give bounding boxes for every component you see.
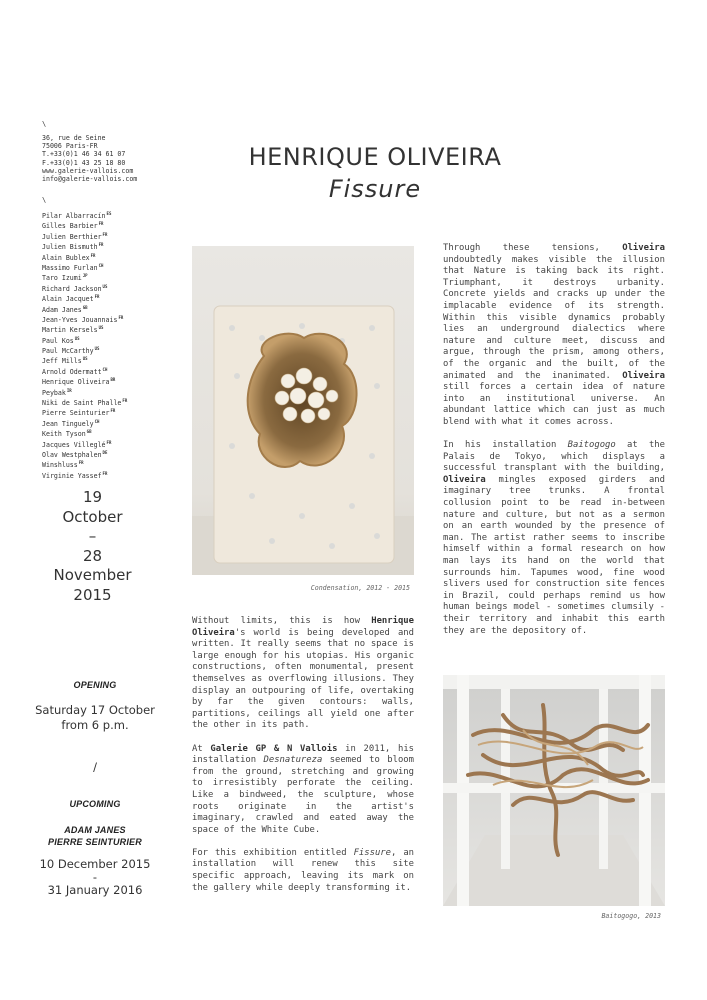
address-line: 36, rue de Seine [42, 134, 106, 142]
upcoming-date-line: 31 January 2016 [47, 883, 143, 897]
artist-list-item [42, 241, 127, 251]
address-line: www.galerie-vallois.com [42, 166, 134, 175]
artist-country-code: FR [94, 294, 100, 300]
baitogogo-installation-image [443, 675, 665, 906]
upcoming-date-line: 10 December 2015 [39, 857, 151, 871]
upcoming-heading: UPCOMING [69, 799, 121, 809]
artist-name: Alain Bublex [42, 253, 90, 262]
artist-country-code: FR [110, 408, 116, 414]
artist-country-code: BR [110, 377, 116, 383]
artist-list-item [42, 262, 127, 272]
upcoming-dates [10, 858, 180, 897]
paragraph-tensions: Through these tensions, Oliveira undoubtedly makes visible the illusion that Nature is taking back its right. Triumphant, it destroys urbanity. Concrete yields and cracks up under the implacable evidence of its strength. Within this visible dynamics probably lies an underground dialectics where nature and culture meet, discuss and argue, through the prism, among others, of the organic and the built, of the animated and the inanimated. Oliveira still forces a certain idea of nature into an institutional universe. An abundant lattice which can just as much blend with what it comes across. [443, 243, 665, 427]
artist-list-item [42, 366, 127, 376]
body-column-right [443, 243, 665, 649]
date-line: November [53, 566, 132, 584]
slash-mid: \ [42, 196, 47, 204]
artist-name: Jeff Mills [42, 357, 82, 366]
artist-name: Taro Izumi [42, 274, 82, 283]
artist-name: Gilles Barbier [42, 222, 98, 231]
date-line: October [62, 507, 123, 526]
artist-name: Arnold Odermatt [42, 368, 102, 377]
artist-country-code: FR [90, 252, 96, 258]
artist-country-code: DE [102, 449, 108, 455]
artist-name: Massimo Furlan [42, 264, 98, 273]
artist-list [42, 210, 127, 480]
artist-list-item [42, 355, 127, 365]
artist-country-code: FR [122, 398, 128, 404]
opening-line: Saturday 17 October [35, 703, 155, 717]
artist-country-code: FR [98, 221, 104, 227]
artist-name: Richard Jackson [42, 284, 102, 293]
artist-list-item [42, 428, 127, 438]
artist-list-item [42, 459, 127, 469]
artist-list-item [42, 231, 127, 241]
upcoming-artists [20, 824, 170, 848]
artist-list-item [42, 397, 127, 407]
exhibition-dates [40, 488, 145, 605]
artist-list-item [42, 376, 127, 386]
artist-country-code: US [98, 325, 104, 331]
artist-list-item [42, 210, 127, 220]
opening-line: from 6 p.m. [61, 718, 129, 732]
artist-name-title: HENRIQUE OLIVEIRA [248, 143, 502, 171]
artist-list-item [42, 324, 127, 334]
artist-name: Paul Kos [42, 336, 74, 345]
upcoming-date-line: - [92, 870, 98, 884]
artist-name: Pilar Albarracín [42, 212, 106, 221]
artist-country-code: CH [94, 418, 100, 424]
artist-name: Niki de Saint Phalle [42, 399, 122, 408]
artist-country-code: FR [98, 242, 104, 248]
paragraph-intro: Without limits, this is how Henrique Oliveira's world is being developed and written. It really seems that no space is large enough for his utopias. His organic constructions, often monumental, present themselves as overflowing illusions. They display an outpouring of life, overtaking by far the given contours: walls, partitions, ceilings all yield one after the other in its path. [192, 616, 414, 731]
artist-country-code: GB [86, 429, 92, 435]
upcoming-artist-name: ADAM JANES [64, 825, 126, 835]
artist-list-item [42, 387, 127, 397]
body-column-left [192, 616, 414, 906]
artist-name: Jacques Villeglé [42, 440, 106, 449]
artist-list-item [42, 314, 127, 324]
divider-slash: / [93, 760, 97, 774]
artist-country-code: FR [118, 314, 124, 320]
paragraph-baitogogo: In his installation Baitogogo at the Palais de Tokyo, which displays a successful transplant with the building, Oliveira mingles exposed girders and imaginary tree trunks. A frontal collusion point to be read in-between nature and culture, but not as a sermon on an earth wounded by the presence of man. The artist rather seems to inscribe himself within a formal research on how man lays its hand on the world that surrounds him. Tapumes wood, fine wood slivers used for construction site fences in Brazil, could perhaps remind us how human beings model - sometimes clumsily - their territory and inhabit this earth they are the depository of. [443, 440, 665, 636]
artist-name: Alain Jacquet [42, 295, 94, 304]
artist-name: Virginie Yassef [42, 471, 102, 480]
artist-name: Peybak [42, 388, 66, 397]
date-line: 28 [82, 546, 103, 565]
opening-details [10, 703, 180, 733]
artist-list-item [42, 252, 127, 262]
paragraph-fissure: For this exhibition entitled Fissure, an installation will renew this site specific approach, leaving its mark on the gallery while deeply transforming it. [192, 847, 415, 893]
artist-list-item [42, 407, 127, 417]
gallery-address [42, 134, 137, 183]
paragraph-desnatureza: At Galerie GP & N Vallois in 2011, his installation Desnatureza seemed to bloom from the ground, stretching and growing to irresistibly perforate the ceiling. Like a bindweed, the sculpture, whose roots originate in the artist's imaginary, crawled and eated away the space of the White Cube. [192, 743, 415, 835]
artist-list-item [42, 293, 127, 303]
artist-name: Adam Janes [42, 305, 82, 314]
artist-country-code: US [82, 356, 88, 362]
upcoming-artist-name: PIERRE SEINTURIER [48, 837, 142, 847]
artist-country-code: FR [102, 231, 108, 237]
artist-country-code: JP [82, 273, 88, 279]
artist-list-item [42, 304, 127, 314]
artist-country-code: FR [102, 470, 108, 476]
artist-list-item [42, 335, 127, 345]
artist-country-code: GB [82, 304, 88, 310]
date-line: 2015 [73, 585, 112, 604]
slash-top: \ [42, 120, 47, 128]
condensation-artwork-image [192, 246, 414, 575]
artist-name: Henrique Oliveira [42, 378, 110, 387]
artist-name: Julien Bismuth [42, 243, 98, 252]
artist-name: Keith Tyson [42, 430, 86, 439]
artist-list-item [42, 220, 127, 230]
condensation-caption: Condensation, 2012 - 2015 [310, 584, 410, 592]
artist-name: Martin Kersels [42, 326, 98, 335]
artist-name: Paul McCarthy [42, 347, 94, 356]
opening-heading: OPENING [73, 680, 117, 690]
exhibition-title: Fissure [328, 175, 422, 203]
artist-list-item [42, 283, 127, 293]
artist-name: Jean Tinguely [42, 420, 94, 428]
date-line: – [88, 527, 97, 545]
artist-name: Pierre Seinturier [42, 409, 110, 418]
address-line: info@galerie-vallois.com [42, 175, 138, 184]
artist-country-code: IR [66, 387, 72, 393]
artist-country-code: US [102, 283, 108, 289]
artist-list-item [42, 439, 127, 449]
artist-country-code: FR [106, 439, 112, 445]
address-line: F.+33(0)1 43 25 18 80 [42, 158, 126, 167]
artist-country-code: US [74, 335, 80, 341]
baitogogo-caption: Baitogogo, 2013 [601, 912, 661, 920]
artist-list-item [42, 418, 127, 428]
artist-list-item [42, 272, 127, 282]
artist-country-code: US [94, 346, 100, 352]
artist-list-item [42, 449, 127, 459]
artist-country-code: ES [106, 211, 112, 216]
address-line: 75006 Paris-FR [42, 142, 98, 151]
artist-country-code: CH [102, 366, 108, 372]
artist-name: Olav Westphalen [42, 451, 102, 460]
date-line: 19 [82, 488, 103, 506]
artist-list-item [42, 470, 127, 480]
artist-name: Jean-Yves Jouannais [42, 316, 118, 325]
artist-country-code: CH [98, 262, 104, 268]
artist-country-code: FR [78, 460, 84, 466]
artist-name: Winshluss [42, 461, 78, 470]
artist-name: Julien Berthier [42, 232, 102, 241]
address-line: T.+33(0)1 46 34 61 07 [42, 150, 126, 159]
artist-list-item [42, 345, 127, 355]
